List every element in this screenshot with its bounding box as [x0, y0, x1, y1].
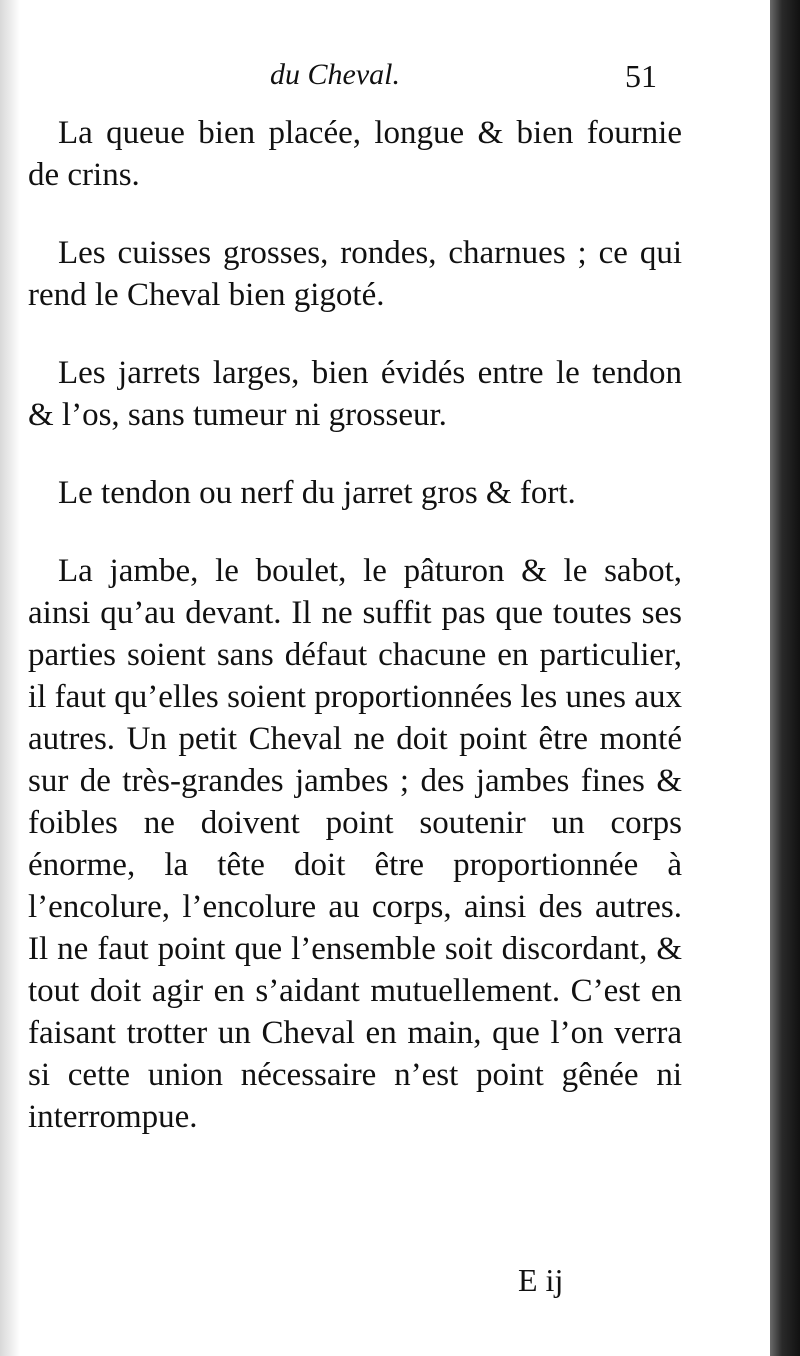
page-number: 51	[625, 58, 657, 94]
paragraph-proportions: La jambe, le boulet, le pâturon & le sabot, ainsi qu’au devant. Il ne suffit pas que toutes ses parties soient sans défaut chacune en particulier, il faut qu’elles soient proportionnées les unes aux autres. Un petit Cheval ne doit point être monté sur de très-grandes jambes ; des jambes fines & foibles ne doivent point soutenir un corps énorme, la tête doit être proportionnée à l’encolure, l’encolure au corps, ainsi des autres. Il ne faut point que l’ensemble soit discordant, & tout doit agir en s’aidant mutuellement. C’est en faisant trotter un Cheval en main, que l’on verra si cette union nécessaire n’est point gênée ni interrompue.	[28, 553, 682, 1135]
body-text	[28, 112, 682, 1138]
paragraph-tendon: Le tendon ou nerf du jarret gros & fort.	[58, 475, 576, 511]
page-edge-shadow	[770, 0, 800, 1356]
page-gutter-shadow	[0, 0, 20, 1356]
paragraph-thighs: Les cuisses grosses, rondes, charnues ; ce qui rend le Cheval bien gigoté.	[28, 235, 682, 313]
paragraph-hocks: Les jarrets larges, bien évidés entre le tendon & l’os, sans tumeur ni grosseur.	[28, 355, 682, 433]
signature-mark: E ij	[518, 1262, 564, 1298]
paragraph-tail: La queue bien placée, longue & bien fournie de crins.	[28, 115, 682, 193]
running-title: du Cheval.	[270, 58, 400, 91]
running-header	[0, 58, 770, 98]
